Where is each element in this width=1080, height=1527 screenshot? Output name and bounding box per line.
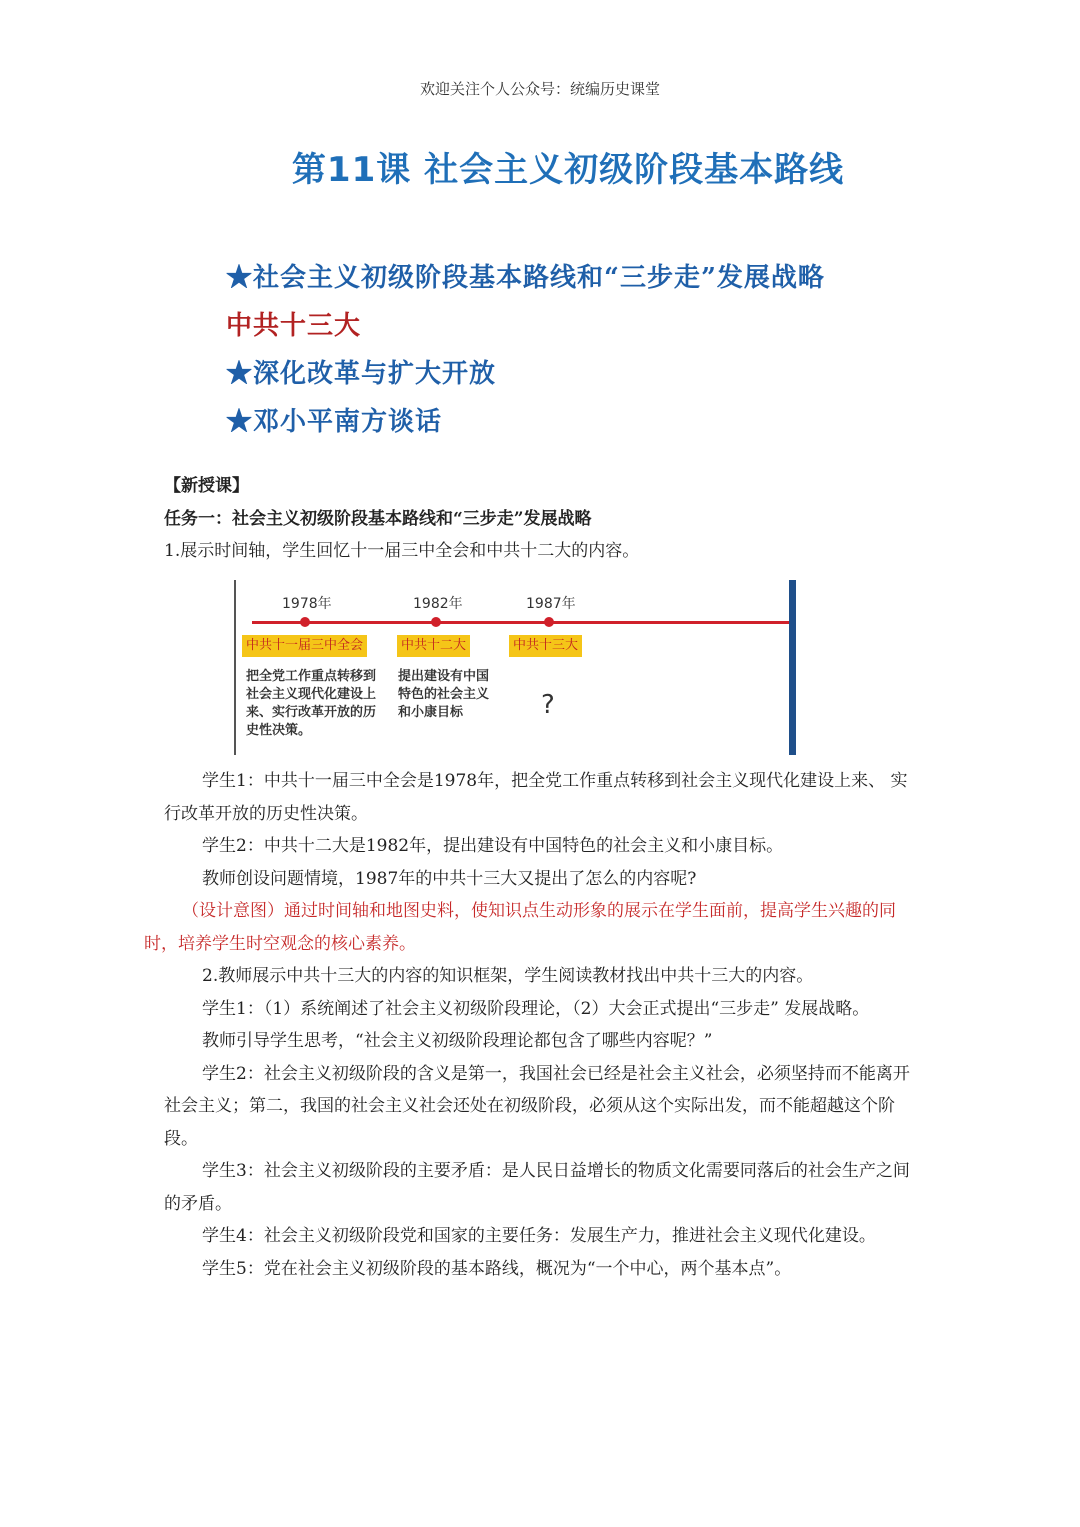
timeline-figure: [234, 580, 798, 755]
timeline-year: 1987年: [526, 596, 576, 612]
design-intent-note: （设计意图）通过时间轴和地图史料，使知识点生动形象的展示在学生面前，提高学生兴趣的同时，培养学生时空观念的核心素养。: [144, 901, 896, 954]
task-heading: 任务一：社会主义初级阶段基本路线和“三步走”发展战略: [164, 509, 592, 529]
timeline-dot: [544, 617, 554, 627]
timeline-year: 1982年: [413, 596, 463, 612]
timeline-dot: [300, 617, 310, 627]
lesson-body: [144, 765, 916, 1285]
paragraph: 学生1：（1）系统阐述了社会主义初级阶段理论，（2）大会正式提出“三步走” 发展战略。: [202, 998, 870, 1019]
timeline-event-desc: 把全党工作重点转移到社会主义现代化建设上来、实行改革开放的历史性决策。: [246, 669, 377, 738]
section-label: 【新授课】: [164, 476, 249, 496]
topic-list: [226, 258, 825, 450]
timeline-axis: [252, 621, 789, 624]
paragraph: 学生3：社会主义初级阶段的主要矛盾：是人民日益增长的物质文化需要同落后的社会生产之间的矛盾。: [164, 1161, 910, 1214]
step-paragraph: 1.展示时间轴，学生回忆十一届三中全会和中共十二大的内容。: [164, 541, 640, 561]
timeline-event-tag: 中共十三大: [509, 635, 582, 657]
paragraph: 教师创设问题情境，1987年的中共十三大又提出了怎么的内容呢?: [202, 868, 697, 889]
timeline-event-desc: 提出建设有中国特色的社会主义和小康目标: [398, 669, 490, 720]
header-note: 欢迎关注个人公众号：统编历史课堂: [419, 80, 660, 98]
paragraph: 2.教师展示中共十三大的内容的知识框架，学生阅读教材找出中共十三大的内容。: [202, 966, 814, 986]
topic-item: ★社会主义初级阶段基本路线和“三步走”发展战略: [226, 263, 825, 293]
lesson-title: 第11课 社会主义初级阶段基本路线: [291, 150, 845, 190]
paragraph: 学生5：党在社会主义初级阶段的基本路线，概况为“一个中心，两个基本点”。: [202, 1258, 792, 1279]
timeline-year: 1978年: [282, 596, 332, 612]
paragraph: 学生4：社会主义初级阶段党和国家的主要任务：发展生产力，推进社会主义现代化建设。: [202, 1226, 876, 1246]
timeline-end-bar: [789, 580, 796, 755]
paragraph: 学生2：中共十二大是1982年，提出建设有中国特色的社会主义和小康目标。: [202, 836, 784, 856]
timeline-event-tag: 中共十二大: [397, 635, 470, 657]
paragraph: 学生1：中共十一届三中全会是1978年，把全党工作重点转移到社会主义现代化建设上来、 实行改革开放的历史性决策。: [164, 771, 908, 824]
timeline-dot: [431, 617, 441, 627]
topic-item: ★深化改革与扩大开放: [226, 359, 497, 389]
timeline-question-mark: ?: [541, 690, 555, 720]
paragraph: 学生2：社会主义初级阶段的含义是第一，我国社会已经是社会主义社会，必须坚持而不能离开社会主义；第二，我国的社会主义社会还处在初级阶段，必须从这个实际出发，而不能超越这个阶段。: [164, 1063, 910, 1149]
paragraph: 教师引导学生思考，“社会主义初级阶段理论都包含了哪些内容呢？”: [202, 1031, 713, 1051]
topic-item: 中共十三大: [226, 311, 362, 341]
timeline-event-tag: 中共十一届三中全会: [242, 635, 367, 657]
topic-item: ★邓小平南方谈话: [226, 407, 443, 437]
